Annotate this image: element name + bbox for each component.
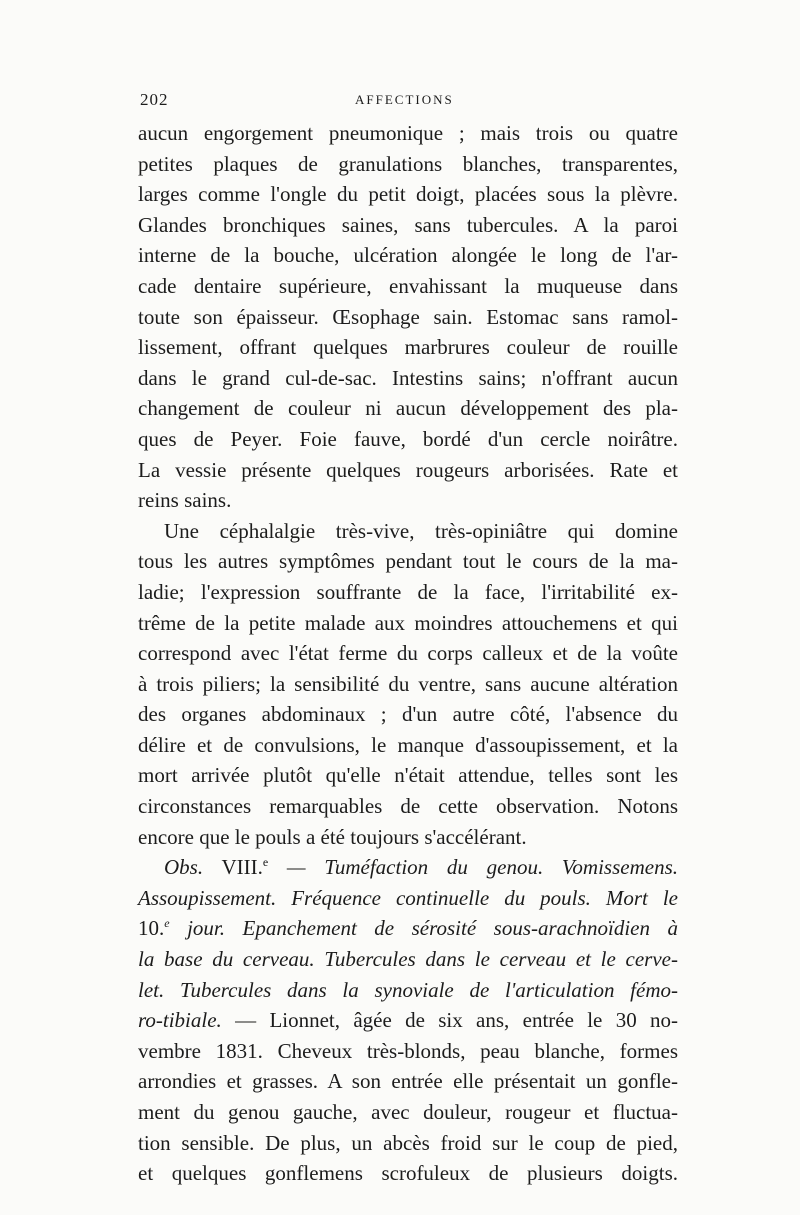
text-line: changement de couleur ni aucun développement des pla- [138,396,678,421]
text-line: dans le grand cul-de-sac. Intestins sains; n'offrant aucun [138,365,678,390]
text-line: toute son épaisseur. Œsophage sain. Estomac sans ramol- [138,304,678,329]
text-line: Glandes bronchiques saines, sans tubercules. A la paroi [138,212,678,237]
text-line: ladie; l'expression souffrante de la face, l'irritabilité ex- [138,579,678,604]
obs-italic-end: ro-tibiale. [138,1008,222,1033]
text-line: Une céphalalgie très-vive, très-opiniâtre qui domine [164,518,678,543]
text-line: Assoupissement. Fréquence continuelle du pouls. Mort le [138,885,678,910]
text-line: trême de la petite malade aux moindres attouchemens et qui [138,610,678,635]
text-line: let. Tubercules dans la synoviale de l'articulation fémo- [138,977,678,1002]
page-number: 202 [140,90,169,109]
text-line: encore que le pouls a été toujours s'accélérant. [138,824,527,849]
text-line: aucun engorgement pneumonique ; mais trois ou quatre [138,121,678,145]
text-line: larges comme l'ongle du petit doigt, placées sous la plèvre. [138,182,678,207]
text-line: arrondies et grasses. A son entrée elle présentait un gonfle- [138,1069,678,1094]
text-line: mort arrivée plutôt qu'elle n'était attendue, telles sont les [138,763,678,788]
body-text [138,118,678,1189]
text-line: délire et de convulsions, le manque d'assoupissement, et la [138,732,678,757]
day-number: 10. [138,916,165,941]
text-line [138,913,678,944]
obs-number: VIII. [221,855,263,880]
text-line: La vessie présente quelques rougeurs arborisées. Rate et [138,457,678,482]
text-line: ment du genou gauche, avec douleur, rougeur et fluctua- [138,1100,678,1124]
text-line [138,1005,678,1036]
day-number-sup: e [164,916,170,931]
text-line: correspond avec l'état ferme du corps calleux et de la voûte [138,641,678,666]
obs-number-sup: e [262,855,269,870]
text-line: circonstances remarquables de cette observation. Notons [138,794,678,819]
text-line: et quelques gonflemens scrofuleux de plusieurs doigts. [138,1161,678,1186]
text-line: la base du cerveau. Tubercules dans le cerveau et le cerve- [138,947,678,972]
obs-title: — Tuméfaction du genou. Vomissemens. [286,855,678,880]
page-header [140,90,677,120]
text-line: cade dentaire supérieure, envahissant la muqueuse dans [138,273,678,298]
text-line: tous les autres symptômes pendant tout le cours de la ma- [138,549,678,574]
text-line: petites plaques de granulations blanches, transparentes, [138,151,678,176]
text-line: tion sensible. De plus, un abcès froid sur le coup de pied, [138,1130,678,1155]
text-line: vembre 1831. Cheveux très-blonds, peau blanche, formes [138,1038,678,1063]
text-line: lissement, offrant quelques marbrures couleur de rouille [138,335,678,360]
running-head: AFFECTIONS [355,92,454,107]
obs-label: Obs. [164,855,204,880]
text-line: interne de la bouche, ulcération alongée le long de l'ar- [138,243,678,268]
obs-line-rest: jour. Epanchement de sérosité sous-arachnoïdien à [187,916,678,941]
text-line: des organes abdominaux ; d'un autre côté, l'absence du [138,702,678,727]
obs-patient-intro: — Lionnet, âgée de six ans, entrée le 30 no- [235,1008,679,1033]
text-line: ques de Peyer. Foie fauve, bordé d'un cercle noirâtre. [138,426,678,451]
text-line: à trois piliers; la sensibilité du ventre, sans aucune altération [138,671,678,696]
observation-heading [138,852,678,883]
text-line: reins sains. [138,488,232,513]
